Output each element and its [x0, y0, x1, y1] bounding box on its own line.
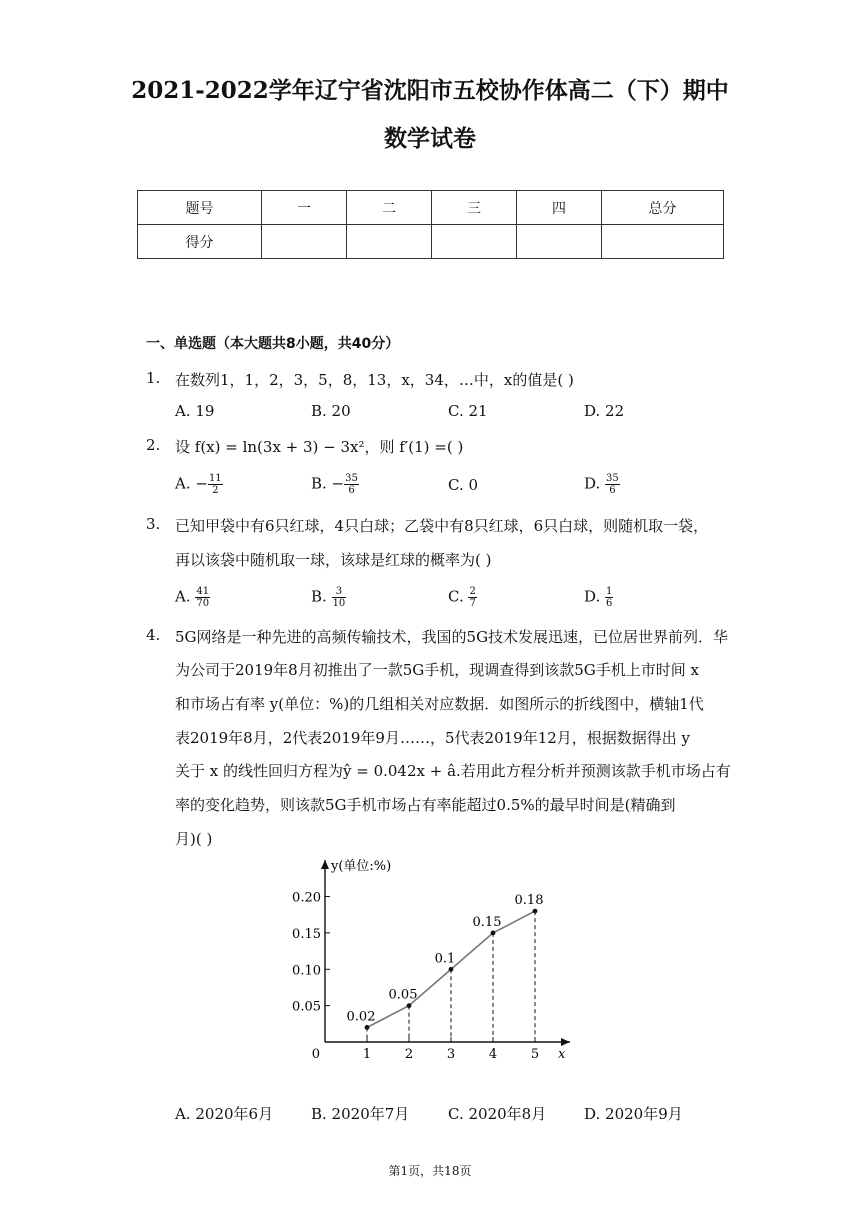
- data-label: 0.02: [346, 1009, 376, 1025]
- q2-option-a: [175, 473, 223, 496]
- q3-line-2: 再以该袋中随机取一球，该球是红球的概率为( ): [175, 551, 492, 569]
- q2-option-b-label: B. −: [311, 474, 345, 493]
- score-cell: [432, 225, 517, 259]
- chart-axes: [292, 859, 570, 1062]
- q3-option-c-label: C.: [448, 587, 469, 606]
- q4-line-3: 和市场占有率 y(单位：%)的几组相关对应数据．如图所示的折线图中，横轴1代: [175, 695, 704, 713]
- data-point: [407, 1003, 412, 1008]
- q4-option-a: A. 2020年6月: [175, 1105, 274, 1123]
- q1-option-b: B. 20: [311, 402, 351, 420]
- q3-option-c: [448, 586, 477, 609]
- q2-option-a-label: A. −: [175, 474, 208, 493]
- q3-option-b: [311, 586, 346, 609]
- q1-number: 1.: [146, 369, 161, 387]
- q4-number: 4.: [146, 626, 161, 644]
- x-tick-label: 5: [530, 1047, 540, 1062]
- fraction: $\frac{3}{10}$: [332, 586, 346, 609]
- score-header-cell: 二: [347, 191, 432, 225]
- score-table-header-row: [138, 191, 724, 225]
- q1-option-a: A. 19: [175, 402, 215, 420]
- q1-option-c: C. 21: [448, 402, 488, 420]
- q4-line-1: 5G网络是一种先进的高频传输技术，我国的5G技术发展迅速，已位居世界前列．华: [175, 628, 729, 646]
- y-tick-label: 0.10: [292, 963, 321, 979]
- score-row-label: 得分: [138, 225, 262, 259]
- y-axis-arrow: [321, 860, 329, 869]
- q3-option-d-label: D.: [584, 587, 606, 606]
- y-axis-label: y(单位:%): [331, 859, 392, 874]
- score-header-cell: 三: [432, 191, 517, 225]
- q2-option-b: [311, 473, 359, 496]
- q2-text: 设 f(x) = ln(3x + 3) − 3x²，则 f′(1) =( ): [175, 438, 464, 456]
- fraction: $\frac{41}{70}$: [196, 586, 210, 609]
- q2-option-c-label: C. 0: [448, 476, 479, 494]
- score-cell: [262, 225, 347, 259]
- q4-line-7: 月)( ): [175, 830, 213, 848]
- fraction: $\frac{2}{7}$: [469, 586, 476, 609]
- y-tick-label: 0.20: [292, 890, 321, 906]
- title-line-2: 数学试卷: [384, 125, 476, 152]
- x-tick-label: 1: [362, 1047, 372, 1062]
- score-cell: [517, 225, 602, 259]
- x-tick-label: 4: [488, 1047, 498, 1062]
- data-label: 0.15: [472, 914, 502, 930]
- score-header-cell: 一: [262, 191, 347, 225]
- score-header-cell: 总分: [602, 191, 724, 225]
- data-point: [491, 931, 496, 936]
- q3-option-b-label: B.: [311, 587, 332, 606]
- chart-marks: [347, 893, 544, 1042]
- q1-text: 在数列1，1，2，3，5，8，13，x，34，…中，x的值是( ): [175, 371, 574, 389]
- title-line-1: 2021-2022学年辽宁省沈阳市五校协作体高二（下）期中: [131, 77, 729, 104]
- q2-number: 2.: [146, 436, 161, 454]
- score-table: [137, 190, 724, 259]
- q4-line-4: 表2019年8月，2代表2019年9月……，5代表2019年12月，根据数据得出 y: [175, 729, 691, 747]
- q3-option-a-label: A.: [175, 587, 196, 606]
- q4-option-d: D. 2020年9月: [584, 1105, 683, 1123]
- page-footer: 第1页，共18页: [388, 1164, 472, 1178]
- q3-option-d: [584, 586, 613, 609]
- data-label: 0.18: [514, 893, 544, 909]
- fraction: $\frac{35}{6}$: [606, 473, 619, 496]
- q2-option-d: [584, 473, 620, 496]
- market-share-line-chart: [280, 852, 580, 1067]
- score-header-cell: 题号: [138, 191, 262, 225]
- score-cell: [602, 225, 724, 259]
- x-axis-arrow: [561, 1038, 570, 1046]
- q2-option-d-label: D.: [584, 474, 606, 493]
- fraction: $\frac{35}{6}$: [345, 473, 358, 496]
- data-point: [533, 909, 538, 914]
- data-point: [449, 967, 454, 972]
- data-point: [365, 1025, 370, 1030]
- data-label: 0.1: [434, 951, 456, 967]
- q4-line-5: 关于 x 的线性回归方程为ŷ = 0.042x + â.若用此方程分析并预测该款手机市场占有: [175, 762, 731, 780]
- fraction: $\frac{1}{6}$: [606, 586, 613, 609]
- section-heading: 一、单选题（本大题共8小题，共40分）: [146, 336, 400, 352]
- x-tick-label: 3: [446, 1047, 456, 1062]
- x-axis-label: x: [558, 1047, 566, 1062]
- score-table-score-row: [138, 225, 724, 259]
- q3-number: 3.: [146, 515, 161, 533]
- fraction: $\frac{11}{2}$: [208, 473, 222, 496]
- q3-option-a: [175, 586, 210, 609]
- q4-option-c: C. 2020年8月: [448, 1105, 547, 1123]
- q1-option-d: D. 22: [584, 402, 625, 420]
- y-tick-label: 0.15: [292, 926, 321, 942]
- x-tick-label: 2: [404, 1047, 414, 1062]
- score-header-cell: 四: [517, 191, 602, 225]
- q2-option-c: [448, 476, 478, 494]
- x-tick-label: 0: [311, 1047, 320, 1062]
- score-cell: [347, 225, 432, 259]
- q4-option-b: B. 2020年7月: [311, 1105, 410, 1123]
- y-tick-label: 0.05: [292, 999, 321, 1015]
- q3-line-1: 已知甲袋中有6只红球，4只白球；乙袋中有8只红球，6只白球，则随机取一袋，: [175, 517, 709, 535]
- q4-line-6: 率的变化趋势，则该款5G手机市场占有率能超过0.5%的最早时间是(精确到: [175, 796, 676, 814]
- data-label: 0.05: [388, 987, 418, 1003]
- q4-line-2: 为公司于2019年8月初推出了一款5G手机，现调查得到该款5G手机上市时间 x: [175, 661, 699, 679]
